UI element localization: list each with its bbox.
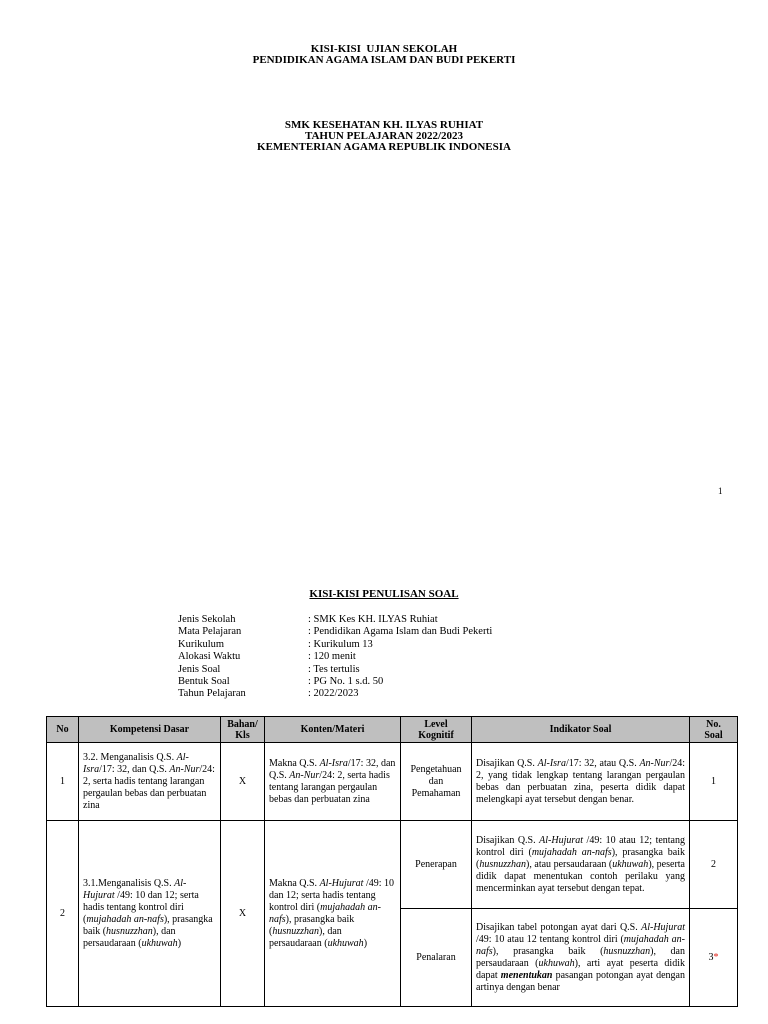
school-name: SMK KESEHATAN KH. ILYAS RUHIAT [284,119,484,131]
revision-mark: * [713,951,719,963]
meta-row: Kurikulum : Kurikulum 13 [178,638,373,650]
ministry-name: KEMENTERIAN AGAMA REPUBLIK INDONESIA [257,141,511,153]
doc-title: KISI-KISI UJIAN SEKOLAH [310,43,458,55]
meta-row: Bentuk Soal : PG No. 1 s.d. 50 [178,676,384,688]
cell-indikator: Disajikan Q.S. Al-Hujurat /49: 10 atau 12; tentang kontrol diri (mujahadah an-nafs), prasangka baik (husnuzzhan), atau persaudaraan (ukhuwah), peserta didik dapat menentukan contoh perilaku yang mencerminkan ayat tersebut dengan tepat. [472,821,690,909]
cell-nosoal: 3* [690,909,738,1007]
cell-materi: Makna Q.S. Al-Hujurat /49: 10 dan 12; serta hadis tentang kontrol diri (mujahadah an-nafs), prasangka baik (husnuzzhan), dan persaudaraan (ukhuwah) [265,821,401,1007]
cell-kd: 3.1.Menganalisis Q.S. Al-Hujurat /49: 10 dan 12; serta hadis tentang kontrol diri (mujahadah an-nafs), prasangka baik (husnuzzhan), dan persaudaraan (ukhuwah) [79,821,221,1007]
cell-no: 1 [47,743,79,821]
col-header-indikator: Indikator Soal [472,717,690,743]
document-metadata [178,614,628,701]
meta-row: Jenis Sekolah : SMK Kes KH. ILYAS Ruhiat [178,614,438,625]
kisi-kisi-table [46,716,738,1007]
col-header-kd: Kompetensi Dasar [79,717,221,743]
col-header-level: Level Kognitif [401,717,472,743]
cell-level: Penerapan [401,821,472,909]
cell-indikator: Disajikan tabel potongan ayat dari Q.S. Al-Hujurat /49: 10 atau 12 tentang kontrol diri (mujahadah an-nafs), prasangka baik (husnuzzhan), dan persaudaraan (ukhuwah), arti ayat peserta didik dapat menentukan pasangan potongan ayat dengan artinya dengan benar [472,909,690,1007]
meta-row: Mata Pelajaran : Pendidikan Agama Islam dan Budi Pekerti [178,626,493,638]
col-header-no: No [47,717,79,743]
cell-level: Penalaran [401,909,472,1007]
table-header-row [47,717,738,743]
cell-kls: X [221,821,265,1007]
table-row [47,821,738,909]
cell-nosoal: 2 [690,821,738,909]
cell-level: Pengetahuan dan Pemahaman [401,743,472,821]
cell-nosoal: 1 [690,743,738,821]
cell-indikator: Disajikan Q.S. Al-Isra/17: 32, atau Q.S. An-Nur/24: 2, yang tidak lengkap tentang larangan pergaulan bebas dan perbuatan zina, peserta didik dapat melengkapi ayat tersebut dengan benar. [472,743,690,821]
meta-row: Jenis Soal : Tes tertulis [178,663,360,675]
cell-materi: Makna Q.S. Al-Isra/17: 32, dan Q.S. An-Nur/24: 2, serta hadis tentang larangan pergaulan bebas dan perbuatan zina [265,743,401,821]
section-title: KISI-KISI PENULISAN SOAL [309,588,459,600]
page-number: 1 [718,486,723,496]
academic-year: TAHUN PELAJARAN 2022/2023 [304,130,464,142]
col-header-nosoal: No. Soal [690,717,738,743]
col-header-kls: Bahan/ Kls [221,717,265,743]
table-row [47,743,738,821]
meta-row: Alokasi Waktu : 120 menit [178,651,356,663]
meta-row: Tahun Pelajaran : 2022/2023 [178,688,359,700]
cell-kd: 3.2. Menganalisis Q.S. Al-Isra/17: 32, dan Q.S. An-Nur/24: 2, serta hadis tentang larangan pergaulan bebas dan perbuatan zina [79,743,221,821]
cell-kls: X [221,743,265,821]
doc-subject: PENDIDIKAN AGAMA ISLAM DAN BUDI PEKERTI [252,54,516,66]
col-header-materi: Konten/Materi [265,717,401,743]
cell-no: 2 [47,821,79,1007]
